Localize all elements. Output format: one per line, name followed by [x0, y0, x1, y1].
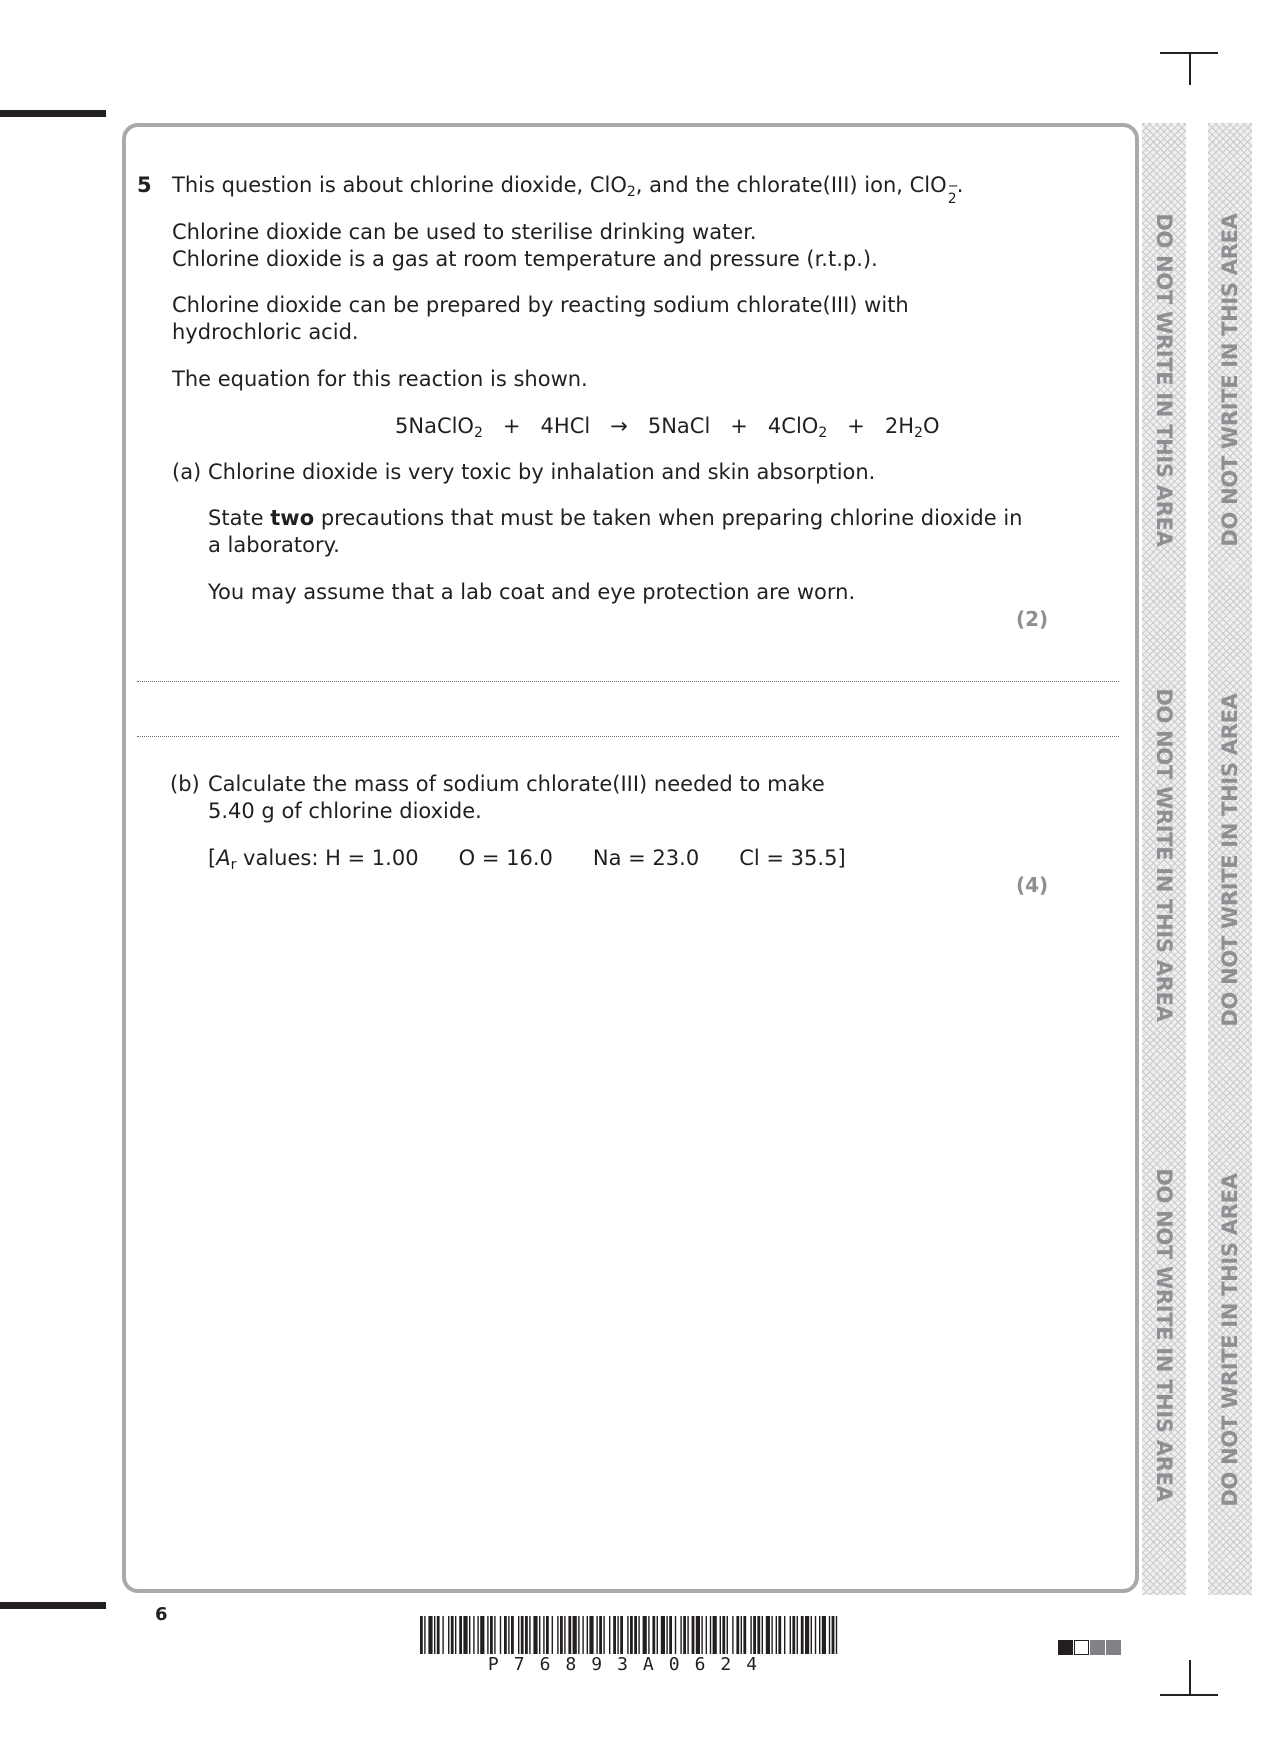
intro-paragraph-1-line-2: Chlorine dioxide is a gas at room temperature and pressure (r.t.p.). [172, 247, 878, 271]
crop-mark-top-v [1189, 52, 1191, 85]
part-a-label: (a) [172, 460, 202, 484]
part-b-label: (b) [170, 772, 200, 796]
page-number: 6 [155, 1604, 168, 1625]
intro-paragraph-3: The equation for this reaction is shown. [172, 367, 588, 391]
part-a-line-4: You may assume that a lab coat and eye protection are worn. [208, 580, 856, 604]
page-marker-square [1058, 1640, 1073, 1655]
reaction-equation: 5NaClO$_2$ + 4HCl → 5NaCl + 4ClO$_2$ + $2H_2O$ [395, 414, 940, 441]
barcode-text: P76893A0624 [487, 1654, 773, 1675]
margin-warning: DO NOT WRITE IN THIS AREA [1152, 688, 1176, 1022]
registration-bar-top [0, 110, 106, 117]
intro-paragraph-1-line-1: Chlorine dioxide can be used to sterilise drinking water. [172, 220, 757, 244]
part-a-line-3: a laboratory. [208, 533, 340, 557]
intro-paragraph-2-line-1: Chlorine dioxide can be prepared by reacting sodium chlorate(III) with [172, 293, 909, 317]
answer-line[interactable] [137, 736, 1119, 737]
margin-warning: DO NOT WRITE IN THIS AREA [1218, 693, 1242, 1027]
crop-mark-bottom-h [1160, 1694, 1218, 1696]
part-a-line-1: Chlorine dioxide is very toxic by inhalation and skin absorption. [208, 460, 876, 484]
working-area[interactable] [140, 880, 1115, 1580]
question-intro: This question is about chlorine dioxide, ClO$_2$, and the chlorate(III) ion, ClO − 2 . [172, 173, 964, 207]
crop-mark-bottom-v [1189, 1660, 1191, 1694]
question-number: 5 [137, 173, 152, 197]
page-marker-square [1074, 1640, 1089, 1655]
answer-line[interactable] [137, 681, 1119, 682]
margin-warning: DO NOT WRITE IN THIS AREA [1218, 1173, 1242, 1507]
part-a-marks: (2) [1016, 607, 1049, 631]
part-b-line-1: Calculate the mass of sodium chlorate(III) needed to make [208, 772, 825, 796]
barcode [420, 1616, 840, 1654]
registration-bar-bottom [0, 1602, 106, 1609]
relative-atomic-masses: [$A_r$ values: H = 1.00 O = 16.0 Na = 23.0 Cl = 35.5] [208, 846, 846, 873]
margin-warning: DO NOT WRITE IN THIS AREA [1152, 213, 1176, 547]
page-marker-square [1106, 1640, 1121, 1655]
page-marker-square [1090, 1640, 1105, 1655]
part-b-marks: (4) [1016, 873, 1049, 897]
margin-warning: DO NOT WRITE IN THIS AREA [1152, 1168, 1176, 1502]
margin-warning: DO NOT WRITE IN THIS AREA [1218, 213, 1242, 547]
intro-paragraph-2-line-2: hydrochloric acid. [172, 320, 359, 344]
part-a-line-2: State two precautions that must be taken when preparing chlorine dioxide in [208, 506, 1023, 530]
part-b-line-2: 5.40 g of chlorine dioxide. [208, 799, 482, 823]
